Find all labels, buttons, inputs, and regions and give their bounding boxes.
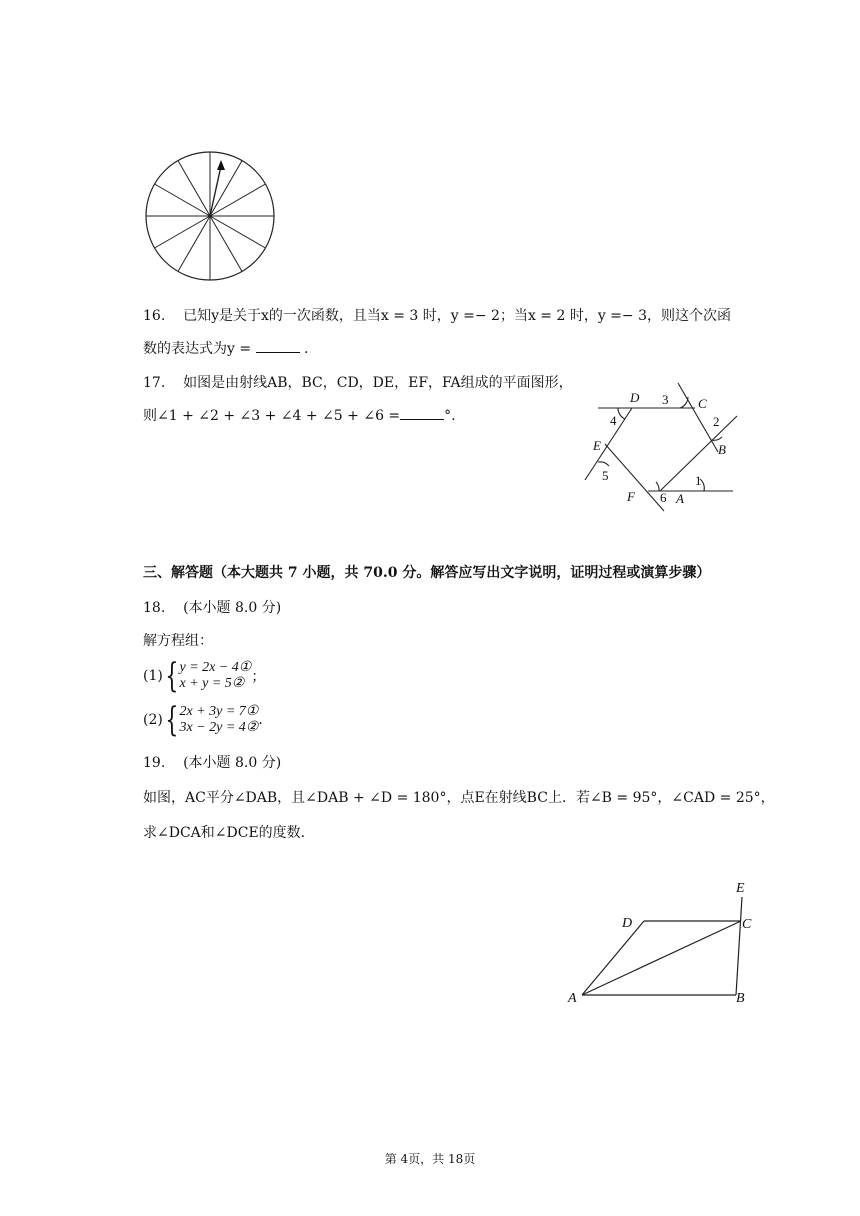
q18-part1-end: ； [251,669,266,685]
spinner-divider [210,216,242,271]
label-f: F [627,489,635,504]
label-angle-5: 5 [602,468,609,483]
spinner-arrowhead [217,160,225,170]
ray-cb-line [678,383,718,452]
q19-line1: 如图，AC平分∠DAB，且∠DAB + ∠D = 180°，点E在射线BC上．若∠B = 95°，∠CAD = 25°， [143,790,775,806]
spinner-divider [155,184,210,216]
q17-text-suffix: °. [444,408,456,424]
q18-instruction: 解方程组： [143,633,213,649]
spinner-divider [178,216,210,271]
label-angle-2: 2 [713,414,720,429]
ray-bc [736,897,742,995]
q18-part1-label: (1) [143,668,163,684]
q19-quadrilateral-figure [560,875,760,1015]
spinner-figure [140,148,280,288]
q16-line1 [143,305,731,325]
q17-line1 [143,372,573,392]
q17-hexagon-figure [580,380,750,520]
angle-4-arc [618,408,625,419]
label-b: B [718,442,726,457]
q19-points: (本小题 8.0 分) [183,755,282,771]
label-c: C [742,917,752,932]
q17-text-prefix: 则∠1 + ∠2 + ∠3 + ∠4 + ∠5 + ∠6 = [143,408,401,424]
spinner-divider [210,216,265,248]
angle-2-arc [711,437,722,440]
spinner-divider [210,161,242,216]
q18-part1 [143,656,266,696]
q17-number: 17. [143,375,166,391]
system-brace: { [165,656,179,696]
label-a: A [676,491,684,506]
q18-part1-eq1: y = 2x − 4① [179,660,252,675]
page-footer: 第 4页，共 18页 [384,1152,476,1166]
q17-answer-blank [400,407,444,420]
angle-5-arc [598,462,609,466]
q16-text-suffix: . [299,341,309,357]
q19-line2: 求∠DCA和∠DCE的度数． [143,825,315,841]
q18-part1-system [179,660,251,692]
label-angle-4: 4 [610,413,617,428]
label-e: E [593,438,601,453]
q17-line2 [143,405,456,425]
q18-points: (本小题 8.0 分) [183,600,282,616]
q16-text-prefix: 数的表达式为y = [143,341,256,357]
spinner-divider [210,184,265,216]
label-a: A [568,991,577,1006]
system-brace: { [165,700,179,740]
q18-number: 18. [143,600,166,616]
label-e: E [736,881,745,896]
label-angle-6: 6 [660,490,667,505]
label-c: C [698,396,707,411]
q18-part2-label: (2) [143,712,163,728]
spinner-divider [155,216,210,248]
spinner-divider [178,161,210,216]
q18-part2-system [179,704,258,736]
label-b: B [736,991,745,1006]
q16-number: 16. [143,308,166,324]
label-angle-1: 1 [695,473,702,488]
angle-6-arc [656,482,659,491]
q18-part2-eq2: 3x − 2y = 4② [179,720,259,735]
q17-text: 如图是由射线AB，BC，CD，DE，EF，FA组成的平面图形， [183,375,573,391]
q19-number: 19. [143,755,166,771]
label-d: D [622,916,633,931]
spinner-pointer [210,166,221,216]
q16-line2 [143,338,308,358]
q18-part2-eq1: 2x + 3y = 7① [179,704,259,719]
q18-header [143,597,281,617]
q16-text: 已知y是关于x的一次函数，且当x = 3 时，y =− 2；当x = 2 时，y =− 3，则这个次函 [183,308,732,324]
q18-part2 [143,700,263,740]
q18-part1-eq2: x + y = 5② [179,676,245,691]
segment-ad [582,921,644,995]
label-angle-3: 3 [662,392,669,407]
segment-ac [582,921,741,995]
label-d: D [630,390,640,405]
section-heading: 三、解答题（本大题共 7 小题，共 70.0 分。解答应写出文字说明，证明过程或演算步骤） [143,565,711,581]
q18-part2-end: . [258,712,263,728]
q19-header [143,752,281,772]
q16-answer-blank [256,340,300,353]
